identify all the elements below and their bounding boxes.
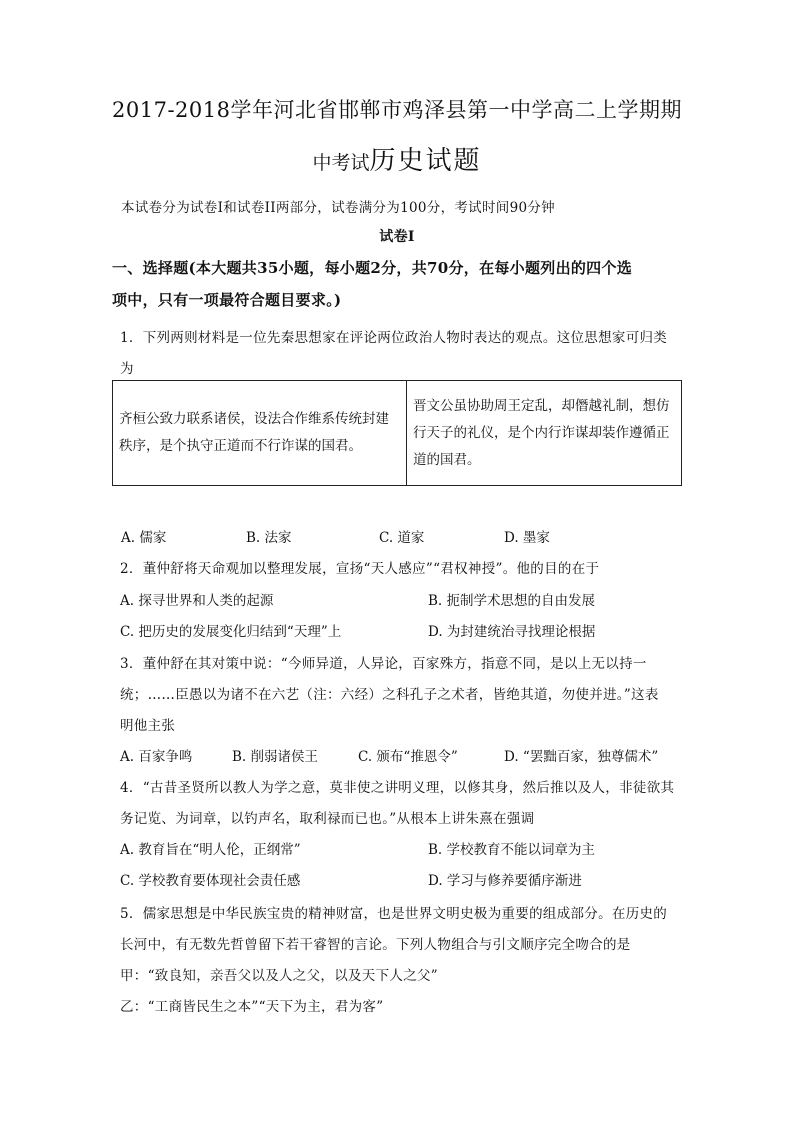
q5-stem-line2: 长河中，有无数先哲曾留下若干睿智的言论。下列人物组合与引文顺序完全吻合的是 <box>120 937 631 953</box>
section-instructions-line2: 项中，只有一项最符合题目要求。) <box>112 291 342 309</box>
q2-stem: 2．董仲舒将天命观加以整理发展，宣扬“天人感应”“君权神授”。他的目的在于 <box>120 561 600 577</box>
q4-stem-line1: 4．“古昔圣贤所以教人为学之意，莫非使之讲明义理，以修其身，然后推以及人，非徒欲其 <box>120 780 675 796</box>
q4-option-b: B. 学校教育不能以词章为主 <box>428 842 596 858</box>
q1-material-table <box>112 380 682 486</box>
q4-option-a: A. 教育旨在“明人伦，正纲常” <box>120 842 301 858</box>
q5-stem-line1: 5．儒家思想是中华民族宝贵的精神财富，也是世界文明史极为重要的组成部分。在历史的 <box>120 906 668 922</box>
q3-stem-line2: 统；……臣愚以为诸不在六艺（注：六经）之科孔子之术者，皆绝其道，勿使并进。”这表 <box>120 687 659 703</box>
q1-stem-line1: 1．下列两则材料是一位先秦思想家在评论两位政治人物时表达的观点。这位思想家可归类 <box>120 330 668 346</box>
q5-quote-jia: 甲：“致良知，亲吾父以及人之父，以及天下人之父” <box>120 968 439 984</box>
q1-option-a: A. 儒家 <box>121 530 167 546</box>
q1-option-c: C. 道家 <box>379 530 425 546</box>
q4-option-c: C. 学校教育要体现社会责任感 <box>120 873 301 889</box>
q2-option-c: C. 把历史的发展变化归结到“天理”上 <box>120 624 342 640</box>
q2-option-a: A. 探寻世界和人类的起源 <box>120 593 274 609</box>
section-instructions-line1: 一、选择题(本大题共35小题，每小题2分，共70分，在每小题列出的四个选 <box>112 259 633 277</box>
document-title-line2 <box>0 140 794 177</box>
q1-material-left: 齐桓公致力联系诸侯，设法合作维系传统封建秩序，是个执守正道而不行诈谋的国君。 <box>113 381 407 485</box>
q5-quote-yi: 乙：“工商皆民生之本”“天下为主，君为客” <box>120 999 384 1015</box>
q3-option-a: A. 百家争鸣 <box>120 749 193 765</box>
q3-option-c: C. 颁布“推恩令” <box>358 749 458 765</box>
section-title: 试卷Ⅰ <box>379 229 415 245</box>
q3-stem-line1: 3．董仲舒在其对策中说：“今师异道，人异论，百家殊方，指意不同，是以上无以持一 <box>120 656 647 672</box>
q1-stem-line2: 为 <box>120 361 134 377</box>
q3-stem-line3: 明他主张 <box>120 718 176 734</box>
q2-option-d: D. 为封建统治寻找理论根据 <box>428 624 596 640</box>
q4-option-d: D. 学习与修养要循序渐进 <box>428 873 582 889</box>
document-title-line1: 2017-2018学年河北省邯郸市鸡泽县第一中学高二上学期期 <box>112 98 682 122</box>
title-main: 历史试题 <box>369 146 482 176</box>
q1-option-b: B. 法家 <box>246 530 292 546</box>
q3-option-d: D. “罢黜百家，独尊儒术” <box>504 749 659 765</box>
q3-option-b: B. 削弱诸侯王 <box>232 749 319 765</box>
q2-option-b: B. 扼制学术思想的自由发展 <box>428 593 596 609</box>
title-prefix: 中考试 <box>312 152 370 174</box>
q4-stem-line2: 务记览、为词章，以钓声名，取利禄而已也。”从根本上讲朱熹在强调 <box>120 811 535 827</box>
q1-material-right: 晋文公虽协助周王定乱，却僭越礼制，想仿行天子的礼仪，是个内行诈谋却装作遵循正道的国君。 <box>413 397 670 468</box>
q1-option-d: D. 墨家 <box>504 530 550 546</box>
exam-intro: 本试卷分为试卷Ⅰ和试卷II两部分，试卷满分为100分，考试时间90分钟 <box>121 200 555 216</box>
